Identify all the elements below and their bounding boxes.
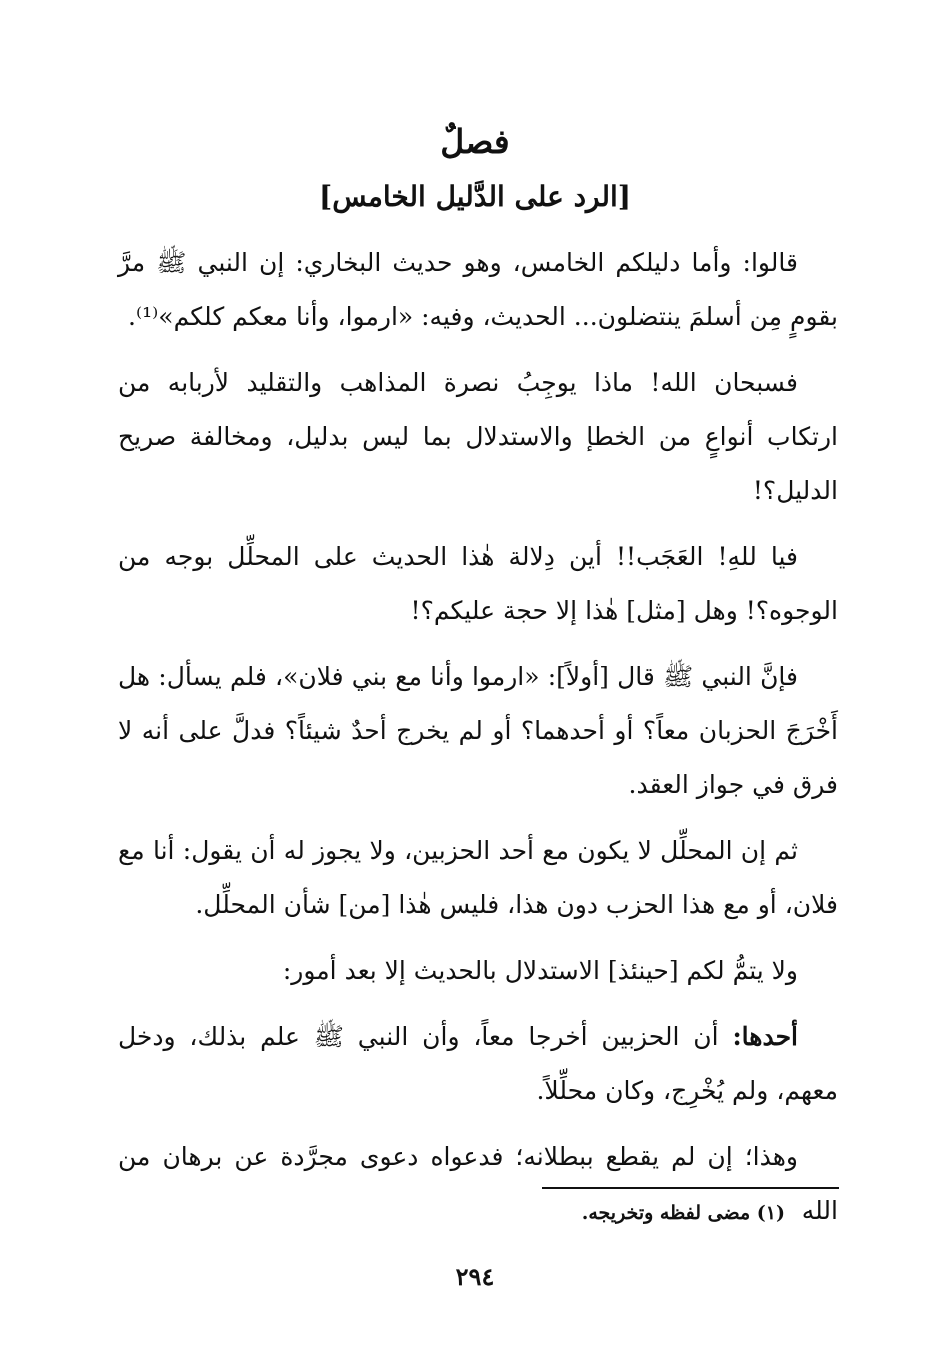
paragraph: أحدها: أن الحزبين أخرجا معاً، وأن النبي ﷺ علم بذلك، ودخل معهم، ولم يُخْرِج، وكان محلِّلاً. xyxy=(118,1022,838,1105)
main-text xyxy=(118,236,838,1250)
section-subtitle: [الرد على الدَّليل الخامس] xyxy=(318,180,632,213)
paragraph: فسبحان الله! ماذا يوجِبُ نصرة المذاهب والتقليد لأربابه من ارتكاب أنواعٍ من الخطإ والاستدلال بما ليس بدليل، ومخالفة صريح الدليل؟! xyxy=(118,368,838,505)
paragraph: ولا يتمُّ لكم [حينئذ] الاستدلال بالحديث إلا بعد أمور: xyxy=(282,956,798,985)
paragraph: وهذا؛ إن لم يقطع ببطلانه؛ فدعواه دعوى مجرَّدة عن برهان من الله xyxy=(118,1142,838,1225)
paragraph-lead: أحدها: xyxy=(732,1022,798,1051)
paragraph: فإنَّ النبي ﷺ قال [أولاً]: «ارموا وأنا مع بني فلان»، فلم يسأل: هل أَخْرَجَ الحزبان معاً؟ أو أحدهما؟ أو لم يخرج أحدٌ شيئاً؟ فدلَّ على أنه لا فرق في جواز العقد. xyxy=(118,662,838,799)
page-number: ٢٩٤ xyxy=(455,1262,495,1291)
footnote-divider xyxy=(542,1187,839,1189)
paragraph: ثم إن المحلِّل لا يكون مع أحد الحزبين، ولا يجوز له أن يقول: أنا مع فلان، أو مع هذا الحزب دون هذا، فليس هٰذا [من] شأن المحلِّل. xyxy=(118,836,838,919)
footnote: (١) مضى لفظه وتخريجه. xyxy=(581,1202,785,1224)
chapter-heading: فصلٌ xyxy=(440,122,510,161)
paragraph: قالوا: وأما دليلكم الخامس، وهو حديث البخاري: إن النبي ﷺ مرَّ بقومٍ مِن أسلمَ ينتضلون... الحديث، وفيه: «ارموا، وأنا معكم كلكم»⁽¹⁾. xyxy=(118,248,838,331)
paragraph: فيا للهِ! العَجَب!! أين دِلالة هٰذا الحديث على المحلِّل بوجه من الوجوه؟! وهل [مثل] هٰذا إلا حجة عليكم؟! xyxy=(118,542,838,625)
